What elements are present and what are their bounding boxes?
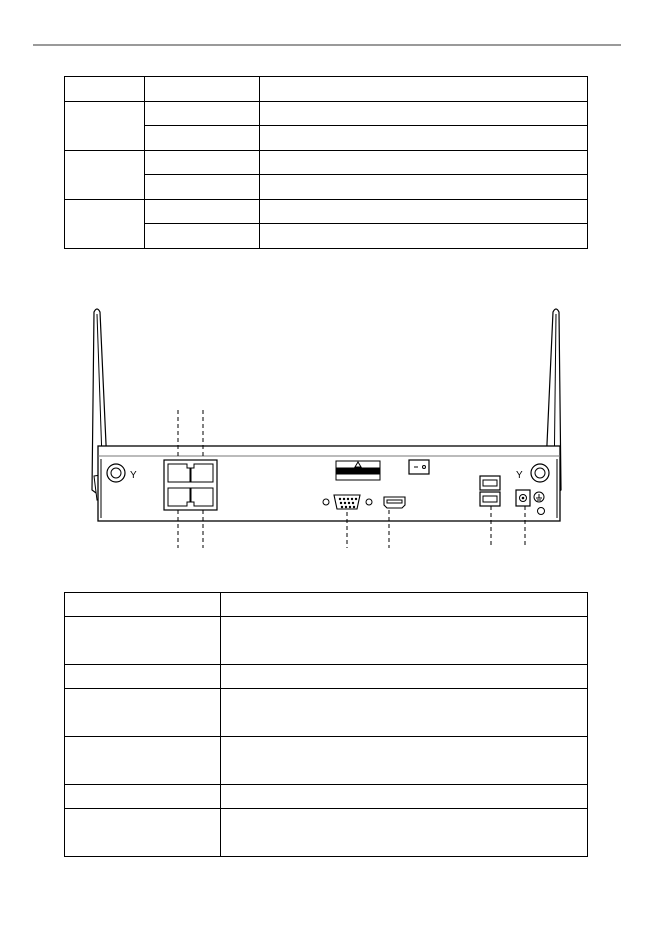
dc-power-jack bbox=[516, 490, 530, 506]
top-table-group-label bbox=[65, 150, 145, 199]
top-table-cell bbox=[145, 175, 260, 200]
top-table-cell bbox=[145, 150, 260, 175]
left-antenna-symbol: Y bbox=[130, 470, 137, 481]
top-table-header-row bbox=[65, 77, 588, 102]
top-table-cell bbox=[260, 150, 588, 175]
bottom-table-row bbox=[65, 665, 588, 689]
bottom-table-cell bbox=[65, 737, 221, 785]
top-table-header-cell bbox=[145, 77, 260, 102]
top-table-cell bbox=[145, 199, 260, 224]
right-antenna-symbol: Y bbox=[516, 470, 523, 481]
top-table-cell bbox=[145, 126, 260, 151]
bottom-table-row bbox=[65, 737, 588, 785]
bottom-table-cell bbox=[221, 737, 588, 785]
top-table-cell bbox=[260, 224, 588, 249]
top-table-header-cell bbox=[260, 77, 588, 102]
header-rule bbox=[33, 44, 621, 46]
bottom-table-cell bbox=[221, 593, 588, 617]
bottom-port-table bbox=[64, 592, 588, 857]
top-table-row bbox=[65, 199, 588, 224]
bottom-table-cell bbox=[221, 809, 588, 857]
bottom-table-cell bbox=[65, 785, 221, 809]
power-switch bbox=[409, 460, 429, 474]
bottom-table-cell bbox=[221, 785, 588, 809]
top-table-cell bbox=[260, 126, 588, 151]
top-table-cell bbox=[260, 175, 588, 200]
bottom-table-cell bbox=[65, 689, 221, 737]
top-table-header-cell bbox=[65, 77, 145, 102]
bottom-table-row bbox=[65, 689, 588, 737]
bottom-table-cell bbox=[65, 593, 221, 617]
top-table-group-label bbox=[65, 101, 145, 150]
top-table-cell bbox=[145, 224, 260, 249]
hdmi-port bbox=[384, 497, 405, 508]
bottom-table-cell bbox=[65, 809, 221, 857]
bottom-table-row bbox=[65, 617, 588, 665]
bottom-table-cell bbox=[65, 617, 221, 665]
top-table-group-label bbox=[65, 199, 145, 248]
nvr-rear-panel-diagram bbox=[70, 298, 590, 550]
bottom-table-row bbox=[65, 593, 588, 617]
top-table-cell bbox=[260, 101, 588, 126]
bottom-table-row bbox=[65, 785, 588, 809]
bottom-table-row bbox=[65, 809, 588, 857]
lan-ports bbox=[164, 460, 217, 510]
top-table-row bbox=[65, 101, 588, 126]
top-table-row bbox=[65, 150, 588, 175]
bottom-table-cell bbox=[221, 665, 588, 689]
top-table-cell bbox=[260, 199, 588, 224]
bottom-table-cell bbox=[65, 665, 221, 689]
top-spec-table bbox=[64, 76, 588, 249]
rating-label bbox=[336, 461, 380, 480]
bottom-table-cell bbox=[221, 689, 588, 737]
top-table-cell bbox=[145, 101, 260, 126]
bottom-table-cell bbox=[221, 617, 588, 665]
